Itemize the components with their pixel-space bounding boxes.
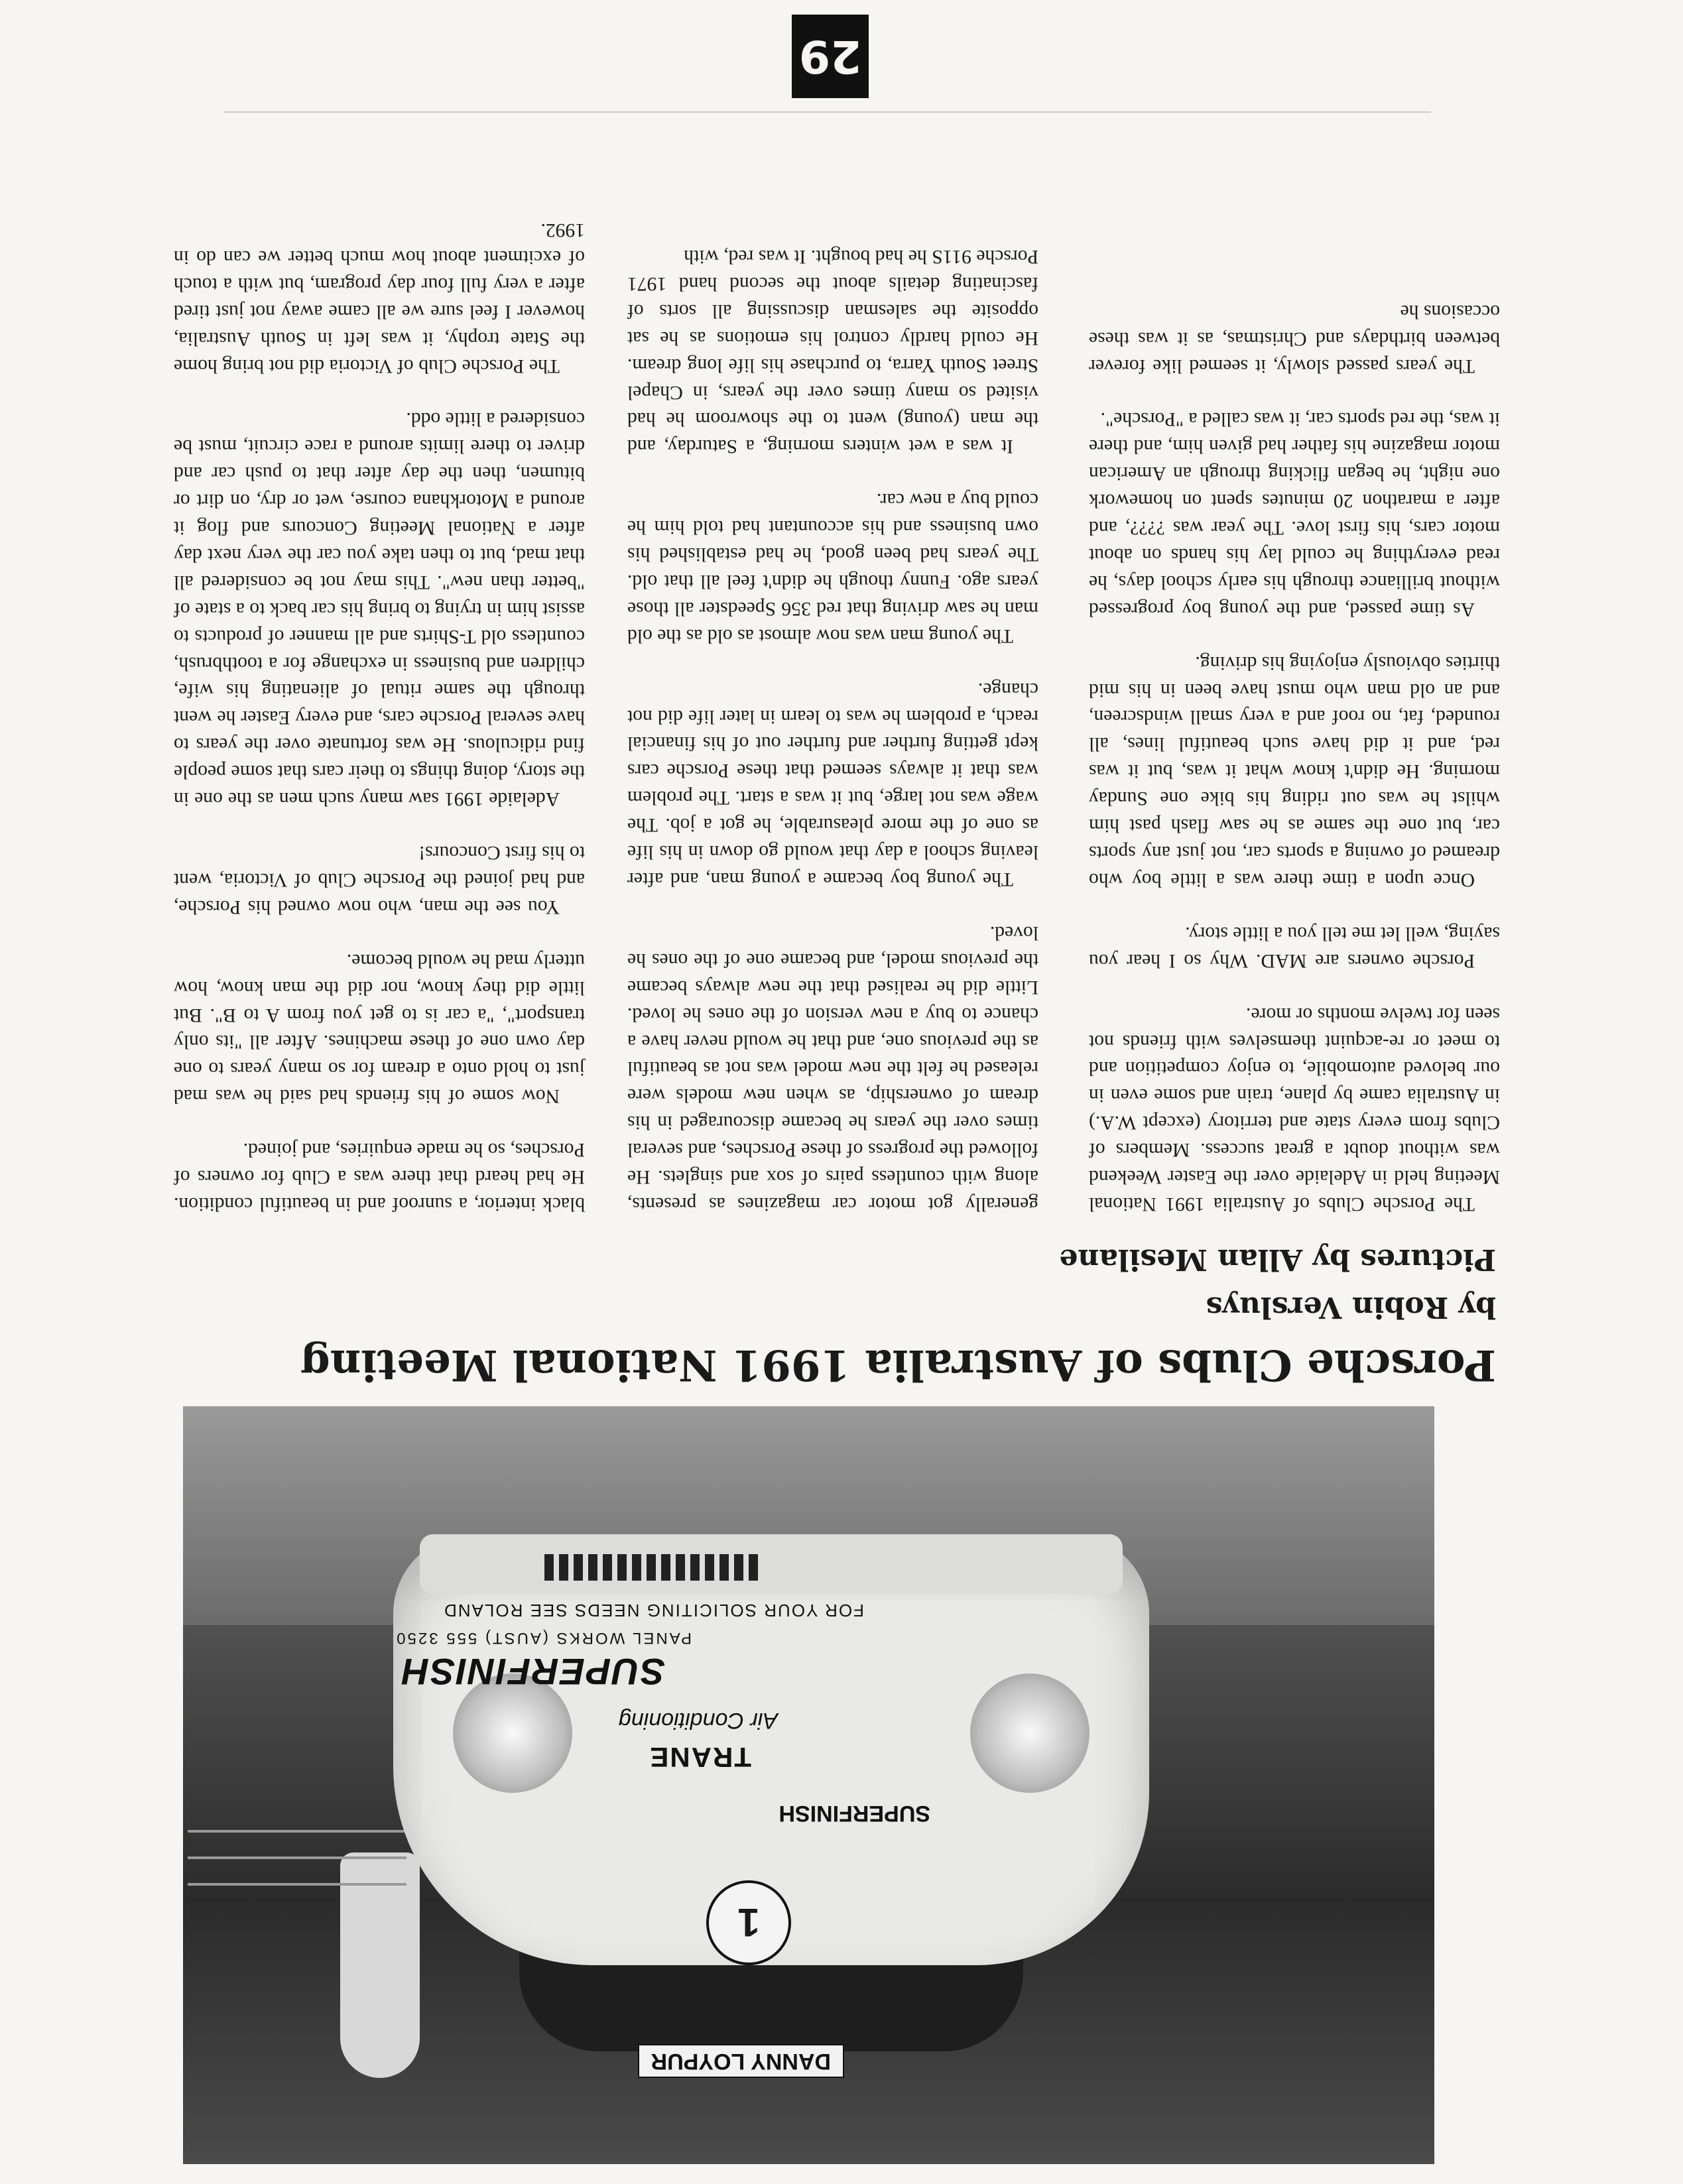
paragraph: Once upon a time there was a little boy who dreamed of owning a sports car, not just any sports car, but one the same as he saw flash past him whilst he was out riding his bike one Sunday morning. He didn't know what it was, but it was red, and it did have such beautiful lines, all rounded, fat, no roof and a very small windscreen, and an old man who must have been in his mid thirties obviously enjoying his driving. [1089,652,1500,890]
paragraph: You see the man, who now owned his Porsche, and had joined the Porsche Club of Victoria, went to his first Concours! [174,842,585,918]
car-decal: SUPERFINISH [401,1651,665,1693]
byline-author: by Robin Versluys [1206,1290,1496,1324]
paragraph: generally got motor car magazines as presents, along with countless pairs of sox and singlets. He followed the progress of these Porsches, and several times over the years he became discouraged in his dream of ownership, as when new models were released he felt the new model was not as beautiful as the previous one, and that he would never have a chance to buy a new version of the ones he loved. Little did he realised that the new always became the previous model, and became one of the ones he loved. [627,922,1038,1215]
paragraph: The years passed slowly, it seemed like forever between birthdays and Christmas, as it was these occasions he [1089,300,1500,377]
car-decal: TRANE [649,1742,751,1773]
race-number-disc: 1 [706,1880,791,1965]
car-bumper [420,1534,1123,1594]
paragraph: Adelaide 1991 saw many such men as the one in the story, doing things to their cars that some people find ridiculous. He was fortunate over the years to have several Porsche cars, and every Easter he went through the same ritual of alienating his wife, children and business in exchange for a toothbrush, countless old T-Shirts and all manner of products to assist him in trying to bring his car back to a state of "better than new". This may not be considered all that mad, but to then take you car the very next day after a National Meeting Concours and flog it around a Motorkhana course, wet or dry, on dirt or bitumen, then the day after that to push car and driver to there limits around a race circuit, must be considered a little odd. [174,408,585,810]
article-title: Porsche Clubs of Australia 1991 National Meeting [300,1340,1496,1390]
photo-spectator [340,1852,420,2078]
car-headlight-left [970,1673,1090,1793]
text-column-1 [1089,298,1500,1217]
paragraph: Now some of his friends had said he was mad just to hold onto a dream for so many years to one day own one of these machines. After all "its only transport", "a car is to get you from A to B". But little did they know, nor did the man know, how utterly mad he would become. [174,949,585,1107]
text-column-2 [627,243,1038,1217]
race-car-photo [183,1406,1434,2164]
paragraph: The young boy became a young man, and after leaving school a day that would go down in his life as one of the more pleasurable, he got a job. The wage was not large, but it was a start. The problem was that it always seemed that these Porsche cars kept getting further and further out of his financial reach, a problem he was to learn in later life did not change. [627,678,1038,890]
paragraph: The Porsche Club of Victoria did not bring home the State trophy, it was left in South Australia, however I feel sure we all came away not just tired after a very full four day program, but with a touch of excitment about how much better we can do in 1992. [174,219,585,377]
page-number: 29 [792,15,869,98]
paragraph: The Porsche Clubs of Australia 1991 National Meeting held in Adelaide over the Easter Weekend was without doubt a great success. Members of Clubs from every state and territory (except W.A.) in Australia came by plane, train and some even in our beloved automobile, to enjoy competition and to meet or re-acquint themselves with friends not seen for twelve months or more. [1089,1003,1500,1215]
car-decal: FOR YOUR SOLICITING NEEDS SEE ROLAND [443,1601,864,1620]
paragraph: Porsche owners are MAD. Why so I hear you saying, well let me tell you a little story. [1089,922,1500,971]
paragraph: The young man was now almost as old as the old man he saw driving that red 356 Speedster all those years ago. Funny though he didn't feel all that old. The years had been good, he had established his own business and his accountant had told him he could buy a new car. [627,489,1038,646]
paragraph: As time passed, and the young boy progressed without brilliance through his early school days, he read everything he could lay his hands on about motor cars, his first love. The year was ????, and after a marathon 20 minutes spent on homework one night, he began flicking through an American motor magazine his father had given him, and there it was, the red sports car, it was called a "Porsche". [1089,408,1500,620]
car-decal: Air Conditioning [618,1708,778,1733]
windscreen-banner: DANNY LOYPUR [638,2044,844,2078]
car-decal: PANEL WORKS (AUST) 555 3250 [395,1629,692,1647]
footer-rule [224,111,1431,113]
paragraph: It was a wet winters morning, a Saturday, and the man (young) went to the showroom he had visited so many times over the years, in Chapel Street South Yarra, to purchase his life long dream. He could hardly control his emotions as he sat opposite the salesman discussing all sorts of fascinating details about the second hand 1971 Porsche 911S he had bought. It was red, with [627,246,1038,457]
photo-fence [188,1883,406,1886]
text-column-3 [174,216,585,1217]
car-grille [539,1554,758,1581]
car-decal: SUPERFINISH [779,1801,930,1826]
byline-pictures: Pictures by Allan Mesilane [1059,1243,1496,1276]
paragraph: black interior, a sunroof and in beautiful condition. He had heard that there was a Club for owners of Porsches, so he made enquiries, and joined. [174,1139,585,1215]
